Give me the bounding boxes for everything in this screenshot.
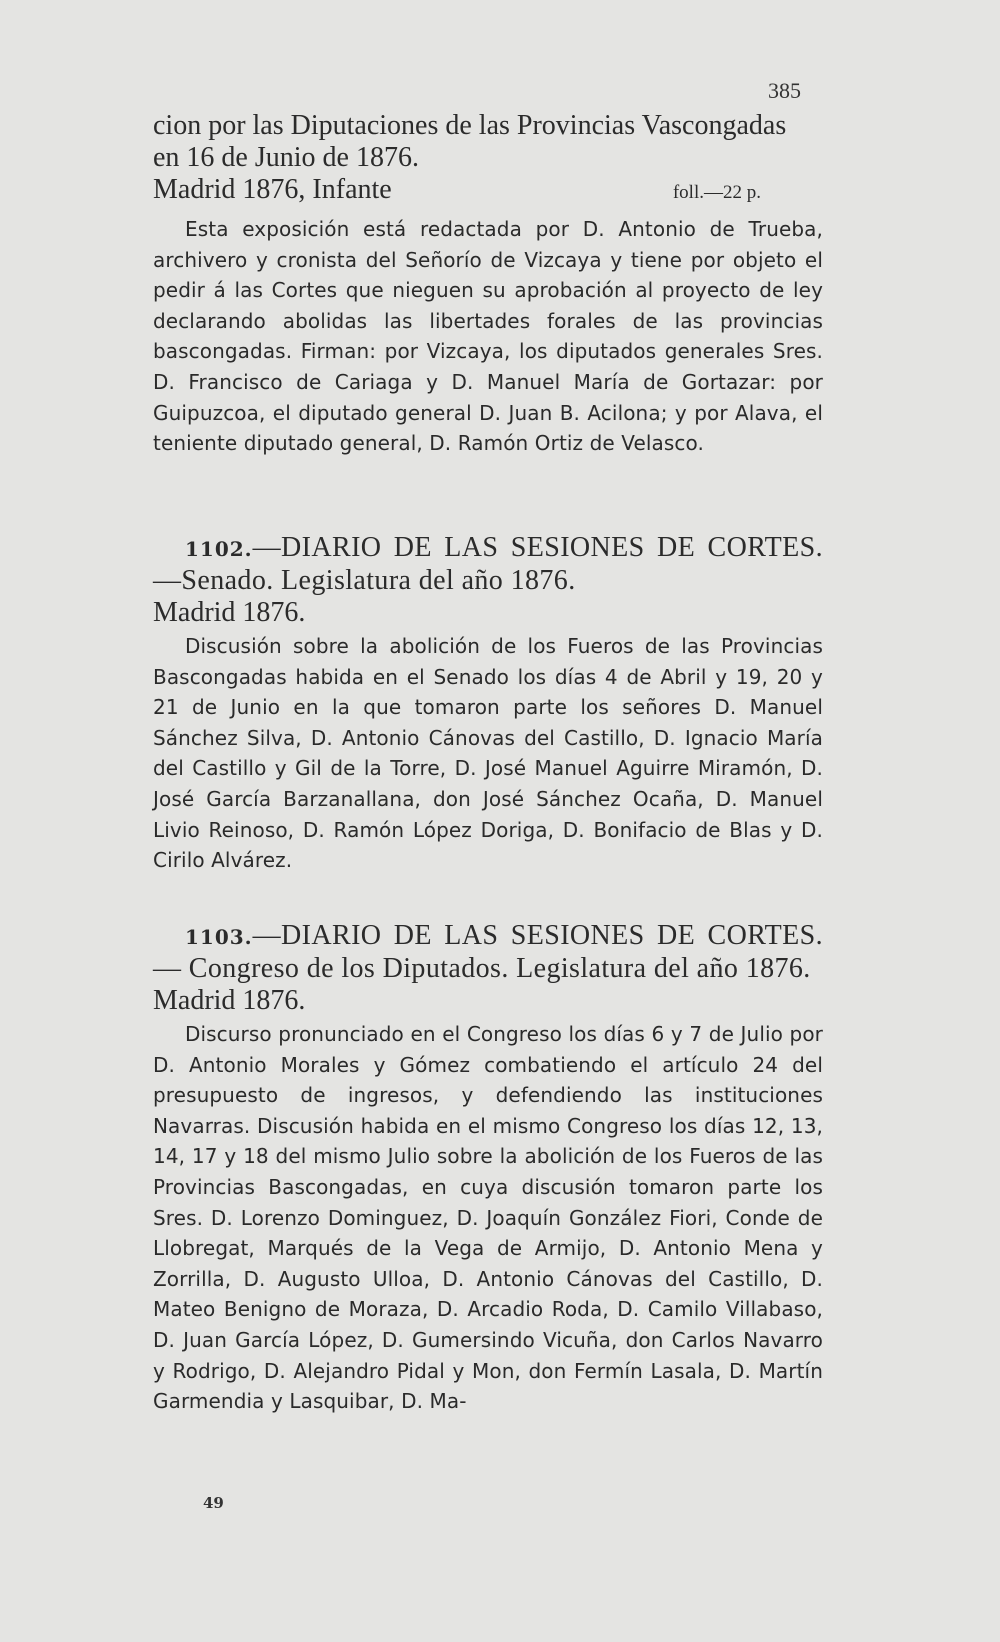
entry-heading <box>153 532 823 597</box>
entry-number: 1103. <box>185 925 253 949</box>
entry-collation: foll.—22 p. <box>672 182 761 203</box>
entry-1102 <box>153 532 823 876</box>
entry-number: 1102. <box>185 537 253 561</box>
entry-title-line: en 16 de Junio de 1876. <box>153 142 419 173</box>
entry-title: —DIARIO DE LAS SESIONES DE CORTES.—Senado. Legislatura del año 1876. <box>153 532 823 596</box>
entry-continuation <box>153 110 823 459</box>
signature-mark: 49 <box>203 1494 224 1512</box>
entry-heading <box>153 920 823 985</box>
entry-imprint: Madrid 1876, Infante <box>153 174 392 205</box>
entry-imprint: Madrid 1876. <box>153 597 306 628</box>
entry-title: —DIARIO DE LAS SESIONES DE CORTES. — Congreso de los Diputados. Legislatura del año 1876. <box>153 920 823 984</box>
entry-description: Discusión sobre la abolición de los Fueros de las Provincias Bascongadas habida en el Senado los días 4 de Abril y 19, 20 y 21 de Junio en la que tomaron parte los señores D. Manuel Sánchez Silva, D. Antonio Cánovas del Castillo, D. Ignacio María del Castillo y Gil de la Torre, D. José Manuel Aguirre Miramón, D. José García Barzanallana, don José Sánchez Ocaña, D. Manuel Livio Reinoso, D. Ramón López Doriga, D. Bonifacio de Blas y D. Cirilo Alvárez. <box>153 634 823 873</box>
entry-1103 <box>153 920 823 1417</box>
page-number: 385 <box>768 78 801 103</box>
entry-description: Discurso pronunciado en el Congreso los días 6 y 7 de Julio por D. Antonio Morales y Gómez combatiendo el artículo 24 del presupuesto de ingresos, y defendiendo las instituciones Navarras. Discusión habida en el mismo Congreso los días 12, 13, 14, 17 y 18 del mismo Julio sobre la abolición de los Fueros de las Provincias Bascongadas, en cuya discusión tomaron parte los Sres. D. Lorenzo Dominguez, D. Joaquín González Fiori, Conde de Llobregat, Marqués de la Vega de Armijo, D. Antonio Mena y Zorrilla, D. Augusto Ulloa, D. Antonio Cánovas del Castillo, D. Mateo Benigno de Moraza, D. Arcadio Roda, D. Camilo Villabaso, D. Juan García López, D. Gumersindo Vicuña, don Carlos Navarro y Rodrigo, D. Alejandro Pidal y Mon, don Fermín Lasala, D. Martín Garmendia y Lasquibar, D. Ma- <box>153 1022 823 1414</box>
entry-imprint: Madrid 1876. <box>153 985 306 1016</box>
entry-description: Esta exposición está redactada por D. Antonio de Trueba, archivero y cronista del Señorío de Vizcaya y tiene por objeto el pedir á las Cortes que nieguen su aprobación al proyecto de ley declarando abolidas las libertades forales de las provincias bascongadas. Firman: por Vizcaya, los diputados generales Sres. D. Francisco de Cariaga y D. Manuel María de Gortazar: por Guipuzcoa, el diputado general D. Juan B. Acilona; y por Alava, el teniente diputado general, D. Ramón Ortiz de Velasco. <box>153 217 823 456</box>
entry-imprint-row <box>153 174 823 209</box>
entry-title-line: cion por las Diputaciones de las Provincias Vascongadas <box>153 110 787 141</box>
